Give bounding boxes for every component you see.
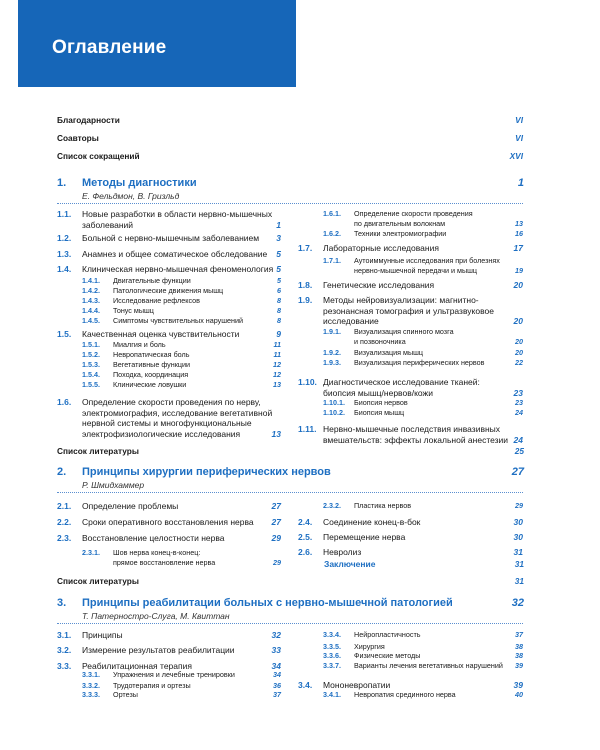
toc-front-page: VI — [515, 115, 523, 125]
toc-entry-page: 29 — [515, 501, 523, 510]
toc-entry-page: 13 — [273, 380, 281, 389]
toc-entry-number: 1.4.3. — [82, 296, 100, 305]
toc-entry-page: 39 — [515, 661, 523, 670]
toc-entry-title: Невропатическая боль — [113, 350, 190, 359]
chapter-divider — [57, 492, 523, 493]
toc-entry-title: Сроки оперативного восстановления нерва — [82, 517, 254, 527]
toc-subentry[interactable] — [323, 661, 523, 671]
toc-subentry[interactable] — [82, 340, 281, 350]
toc-entry-number: 1.6.2. — [323, 229, 341, 238]
toc-entry[interactable] — [298, 547, 523, 558]
toc-entry-number: 1.9.3. — [323, 358, 341, 367]
toc-entry-page: 23 — [515, 398, 523, 407]
toc-entry-number: 1.6. — [57, 397, 72, 407]
toc-entry-number: 1.11. — [298, 424, 317, 434]
toc-entry-number: 1.9.1. — [323, 327, 341, 336]
toc-entry-page: 31 — [513, 547, 523, 557]
toc-entry-page: 39 — [513, 680, 523, 690]
chapter-page: 1 — [517, 177, 524, 189]
toc-entry-title: Хирургия — [354, 642, 385, 651]
toc-entry-title: Трудотерапия и ортезы — [113, 681, 191, 690]
toc-entry-page: 12 — [273, 370, 281, 379]
toc-entry-title: Новые разработки в области нервно-мышечных — [82, 209, 273, 219]
toc-entry[interactable] — [57, 517, 281, 528]
header-banner — [18, 0, 296, 87]
toc-entry-number: 1.5.1. — [82, 340, 100, 349]
toc-entry-title: Физические методы — [354, 651, 421, 660]
toc-entry-page: 29 — [271, 533, 281, 543]
toc-entry-number: 1.3. — [57, 249, 72, 259]
toc-entry-number: 1.10.2. — [323, 408, 345, 417]
toc-entry-number: 2.4. — [298, 517, 313, 527]
toc-front-title: Соавторы — [57, 133, 99, 143]
toc-entry-page: 9 — [276, 329, 281, 339]
toc-entry-page: 12 — [273, 360, 281, 369]
chapter-divider — [57, 623, 523, 624]
toc-entry-page: 1 — [276, 219, 281, 230]
toc-entry-title: Лабораторные исследования — [323, 243, 439, 253]
toc-entry-number: 1.4. — [57, 264, 72, 274]
toc-entry-title: заболеваний — [82, 219, 134, 230]
toc-entry-title: по двигательным волокнам — [354, 218, 446, 228]
toc-entry[interactable] — [57, 533, 281, 544]
toc-entry-number: 1.5.5. — [82, 380, 100, 389]
toc-entry[interactable] — [298, 295, 523, 327]
toc-subentry[interactable] — [82, 670, 281, 680]
chapter-page: 32 — [511, 597, 524, 609]
toc-entry-title: Измерение результатов реабилитации — [82, 645, 235, 655]
toc-entry[interactable] — [298, 680, 523, 691]
toc-entry-title: Двигательные функции — [113, 276, 191, 285]
toc-entry-title: прямое восстановление нерва — [113, 557, 216, 567]
toc-entry-page: 33 — [271, 645, 281, 655]
toc-entry-page: 11 — [273, 340, 281, 349]
toc-entry[interactable] — [298, 377, 523, 398]
chapter-number: 2. — [57, 466, 67, 478]
toc-entry-number: 3.3.6. — [323, 651, 341, 660]
toc-entry-number: 2.2. — [57, 517, 72, 527]
toc-front-page: VI — [515, 133, 523, 143]
toc-entry-number: 3.3.1. — [82, 670, 100, 679]
toc-entry-page: 20 — [513, 316, 523, 326]
toc-entry-number: 1.9. — [298, 295, 313, 305]
toc-subentry[interactable] — [323, 348, 523, 358]
toc-entry[interactable] — [298, 280, 523, 291]
toc-entry-page: 19 — [515, 265, 523, 275]
toc-entry-title: исследование — [323, 316, 379, 326]
toc-entry-page: 27 — [271, 517, 281, 527]
toc-entry-number: 3.3.4. — [323, 630, 341, 639]
toc-entry-number: 1.5.3. — [82, 360, 100, 369]
toc-front-title: Благодарности — [57, 115, 120, 125]
toc-entry-number: 1.6.1. — [323, 209, 341, 218]
toc-entry-title: Перемещение нерва — [323, 532, 406, 542]
toc-entry-page: 34 — [273, 670, 281, 679]
toc-entry-title: Тонус мышц — [113, 306, 154, 315]
toc-entry-number: 1.8. — [298, 280, 313, 290]
toc-entry-page: 17 — [513, 243, 523, 253]
toc-entry-number: 1.9.2. — [323, 348, 341, 357]
toc-entry[interactable] — [57, 209, 281, 230]
toc-entry-page: 3 — [276, 233, 281, 243]
toc-subentry[interactable] — [82, 350, 281, 360]
toc-entry-title: Диагностическое исследование тканей: — [323, 377, 480, 387]
toc-entry-title: Шов нерва конец-в-конец: — [113, 548, 201, 557]
toc-subentry[interactable] — [323, 630, 523, 640]
chapter-page: 27 — [511, 466, 524, 478]
toc-entry-title: Ортезы — [113, 690, 138, 699]
toc-subentry[interactable] — [323, 358, 523, 368]
toc-front-abbreviations[interactable] — [57, 151, 523, 161]
toc-entry-page: 36 — [273, 681, 281, 690]
toc-entry-page: 30 — [513, 517, 523, 527]
toc-entry-page: 24 — [513, 434, 523, 445]
toc-subentry[interactable] — [323, 501, 523, 511]
toc-entry[interactable] — [57, 233, 281, 244]
toc-entry-page: 5 — [276, 249, 281, 259]
toc-entry-title: Качественная оценка чувствительности — [82, 329, 240, 339]
toc-entry-number: 1.1. — [57, 209, 72, 219]
toc-entry-page: 32 — [271, 630, 281, 640]
toc-entry-page: 13 — [271, 428, 281, 439]
toc-entry-number: 1.4.2. — [82, 286, 100, 295]
toc-entry[interactable] — [57, 264, 281, 275]
toc-entry[interactable] — [57, 329, 281, 340]
toc-entry[interactable] — [298, 532, 523, 543]
toc-entry-title: Соединение конец-в-бок — [323, 517, 421, 527]
toc-entry-title: Техники электромиографии — [354, 229, 447, 238]
toc-entry-title: Невропатия срединного нерва — [354, 690, 456, 699]
chapter2-conclusion-page: 31 — [514, 559, 524, 569]
chapter-title[interactable]: Принципы хирургии периферических нервов — [82, 466, 331, 478]
toc-entry-number: 1.5.4. — [82, 370, 100, 379]
toc-entry-page: 40 — [515, 690, 523, 699]
toc-entry-page: 29 — [273, 557, 281, 567]
chapter-title[interactable]: Принципы реабилитации больных с нервно-мышечной патологией — [82, 597, 453, 609]
toc-entry[interactable] — [57, 397, 281, 439]
toc-entry[interactable] — [298, 424, 523, 445]
toc-entry-title: Аутоиммунные исследования при болезнях — [354, 256, 500, 265]
toc-entry-title: Исследование рефлексов — [113, 296, 200, 305]
toc-subentry[interactable] — [82, 316, 281, 326]
toc-entry-title: Визуализация периферических нервов — [354, 358, 485, 367]
toc-entry[interactable] — [57, 501, 281, 512]
toc-entry-page: 27 — [271, 501, 281, 511]
toc-subentry[interactable] — [323, 229, 523, 239]
toc-entry-title: Анамнез и общее соматическое обследование — [82, 249, 268, 259]
toc-entry-title: Клиническая нервно-мышечная феноменология — [82, 264, 274, 274]
toc-entry-number: 3.4.1. — [323, 690, 341, 699]
toc-entry-number: 1.2. — [57, 233, 72, 243]
toc-entry-title: Определение скорости проведения по нерву, — [82, 397, 261, 407]
toc-entry-title: Вегетативные функции — [113, 360, 191, 369]
toc-subentry[interactable] — [323, 690, 523, 700]
toc-front-page: XVI — [509, 151, 523, 161]
toc-entry-title: электромиография, исследование вегетативной — [82, 407, 273, 418]
chapter-authors: Т. Патерностро-Слуга, М. Квиттан — [82, 611, 230, 621]
toc-entry-page: 34 — [271, 661, 281, 671]
toc-entry-title: вмешательств: эффекты локальной анестезии — [323, 434, 509, 445]
toc-entry-number: 3.3.3. — [82, 690, 100, 699]
toc-entry-title: Определение скорости проведения — [354, 209, 473, 218]
toc-subentry[interactable] — [323, 398, 523, 408]
toc-entry-title: электрофизиологические исследования — [82, 428, 241, 439]
toc-entry-page: 38 — [515, 642, 523, 651]
toc-entry-number: 1.7. — [298, 243, 313, 253]
toc-entry-page: 11 — [273, 350, 281, 359]
toc-entry-number: 3.3. — [57, 661, 72, 671]
toc-entry-title: Генетические исследования — [323, 280, 435, 290]
toc-entry[interactable] — [298, 517, 523, 528]
toc-subentry[interactable] — [82, 296, 281, 306]
toc-entry-title: Визуализация спинного мозга — [354, 327, 454, 336]
toc-entry-number: 3.3.5. — [323, 642, 341, 651]
toc-entry-title: Клинические ловушки — [113, 380, 187, 389]
toc-entry-number: 2.3. — [57, 533, 72, 543]
toc-entry-title: Принципы — [82, 630, 123, 640]
toc-entry-number: 1.10.1. — [323, 398, 345, 407]
chapter-divider — [57, 203, 523, 204]
toc-entry-number: 1.4.4. — [82, 306, 100, 315]
toc-entry-title: резонансная томография и ультразвуковое — [323, 305, 494, 316]
toc-entry-title: Упражнения и лечебные тренировки — [113, 670, 235, 679]
toc-subentry[interactable] — [82, 286, 281, 296]
toc-entry-title: Определение проблемы — [82, 501, 179, 511]
toc-entry-page: 8 — [277, 306, 281, 315]
chapter1-literature[interactable]: Список литературы — [57, 446, 139, 456]
toc-subentry[interactable] — [82, 370, 281, 380]
toc-entry-title: Методы нейровизуализации: магнитно- — [323, 295, 479, 305]
toc-subentry[interactable] — [323, 256, 523, 275]
toc-entry[interactable] — [57, 249, 281, 260]
toc-entry-title: Варианты лечения вегетативных нарушений — [354, 661, 503, 670]
toc-subentry[interactable] — [82, 690, 281, 700]
toc-subentry[interactable] — [82, 276, 281, 286]
toc-entry-number: 1.4.5. — [82, 316, 100, 325]
toc-entry-title: Пластика нервов — [354, 501, 412, 510]
toc-entry-title: нервно-мышечной передачи и мышц — [354, 265, 478, 275]
toc-entry-number: 2.3.1. — [82, 548, 100, 557]
toc-subentry[interactable] — [323, 327, 523, 346]
toc-entry-title: Биопсия мышц — [354, 408, 405, 417]
chapter1-literature-page: 25 — [514, 446, 524, 456]
toc-subentry[interactable] — [82, 548, 281, 567]
toc-entry-number: 1.10. — [298, 377, 317, 387]
toc-entry-title: Нейропластичность — [354, 630, 421, 639]
toc-entry[interactable] — [57, 630, 281, 641]
toc-entry-title: биопсия мышц/нервов/кожи — [323, 387, 433, 398]
toc-entry-page: 37 — [273, 690, 281, 699]
toc-entry-title: Визуализация мышц — [354, 348, 424, 357]
toc-entry-title: Патологические движения мышц — [113, 286, 224, 295]
toc-entry-page: 24 — [515, 408, 523, 417]
toc-entry-page: 23 — [513, 387, 523, 398]
toc-entry-title: Реабилитационная терапия — [82, 661, 192, 671]
toc-entry-number: 3.2. — [57, 645, 72, 655]
chapter2-conclusion[interactable]: Заключение — [324, 559, 376, 569]
toc-entry-page: 38 — [515, 651, 523, 660]
toc-entry-number: 2.1. — [57, 501, 72, 511]
chapter-number: 1. — [57, 177, 67, 189]
toc-entry-title: нервной системы и многофункциональные — [82, 418, 252, 428]
toc-entry-number: 1.5.2. — [82, 350, 100, 359]
toc-entry-number: 3.3.2. — [82, 681, 100, 690]
chapter-title[interactable]: Методы диагностики — [82, 177, 197, 189]
toc-entry-page: 37 — [515, 630, 523, 639]
toc-entry-number: 2.5. — [298, 532, 313, 542]
toc-subentry[interactable] — [323, 408, 523, 418]
page-title: Оглавление — [52, 37, 167, 58]
toc-entry-page: 20 — [513, 280, 523, 290]
toc-subentry[interactable] — [323, 209, 523, 228]
chapter2-literature-page: 31 — [514, 576, 524, 586]
chapter-authors: Р. Шмидхаммер — [82, 480, 145, 490]
toc-entry-number: 3.1. — [57, 630, 72, 640]
toc-entry-title: Биопсия нервов — [354, 398, 408, 407]
toc-subentry[interactable] — [82, 380, 281, 390]
toc-entry[interactable] — [298, 243, 523, 254]
toc-entry-title: Мононевропатии — [323, 680, 391, 690]
toc-entry-page: 22 — [515, 358, 523, 367]
toc-entry-title: Миалгия и боль — [113, 340, 166, 349]
toc-entry-number: 2.6. — [298, 547, 313, 557]
toc-entry-number: 1.4.1. — [82, 276, 100, 285]
toc-subentry[interactable] — [323, 651, 523, 661]
toc-entry-title: Нервно-мышечные последствия инвазивных — [323, 424, 501, 434]
toc-entry-number: 3.3.7. — [323, 661, 341, 670]
toc-entry-number: 1.5. — [57, 329, 72, 339]
toc-entry-page: 13 — [515, 218, 523, 228]
toc-entry-page: 16 — [515, 229, 523, 238]
toc-entry-page: 8 — [277, 296, 281, 305]
toc-subentry[interactable] — [82, 306, 281, 316]
toc-entry-title: Восстановление целостности нерва — [82, 533, 225, 543]
toc-front-title: Список сокращений — [57, 151, 140, 161]
toc-subentry[interactable] — [82, 360, 281, 370]
toc-entry-page: 20 — [515, 336, 523, 346]
toc-entry[interactable] — [57, 645, 281, 656]
chapter-authors: Е. Фельдмон, В. Гризльд — [82, 191, 180, 201]
toc-front-coauthors[interactable] — [57, 133, 523, 143]
toc-entry-number: 2.3.2. — [323, 501, 341, 510]
toc-entry-title: Симптомы чувствительных нарушений — [113, 316, 244, 325]
toc-entry-title: и позвоночника — [354, 336, 406, 346]
toc-entry-page: 20 — [515, 348, 523, 357]
toc-entry-page: 8 — [277, 316, 281, 325]
chapter-number: 3. — [57, 597, 67, 609]
chapter2-literature[interactable]: Список литературы — [57, 576, 139, 586]
toc-entry-title: Невролиз — [323, 547, 362, 557]
toc-entry-title: Походка, координация — [113, 370, 189, 379]
toc-front-acknowledgements[interactable] — [57, 115, 523, 125]
toc-entry-number: 1.7.1. — [323, 256, 341, 265]
toc-entry-page: 5 — [277, 276, 281, 285]
toc-entry-page: 5 — [276, 264, 281, 274]
toc-entry-title: Больной с нервно-мышечным заболеванием — [82, 233, 260, 243]
toc-entry-number: 3.4. — [298, 680, 313, 690]
toc-entry-page: 30 — [513, 532, 523, 542]
toc-entry-page: 6 — [277, 286, 281, 295]
